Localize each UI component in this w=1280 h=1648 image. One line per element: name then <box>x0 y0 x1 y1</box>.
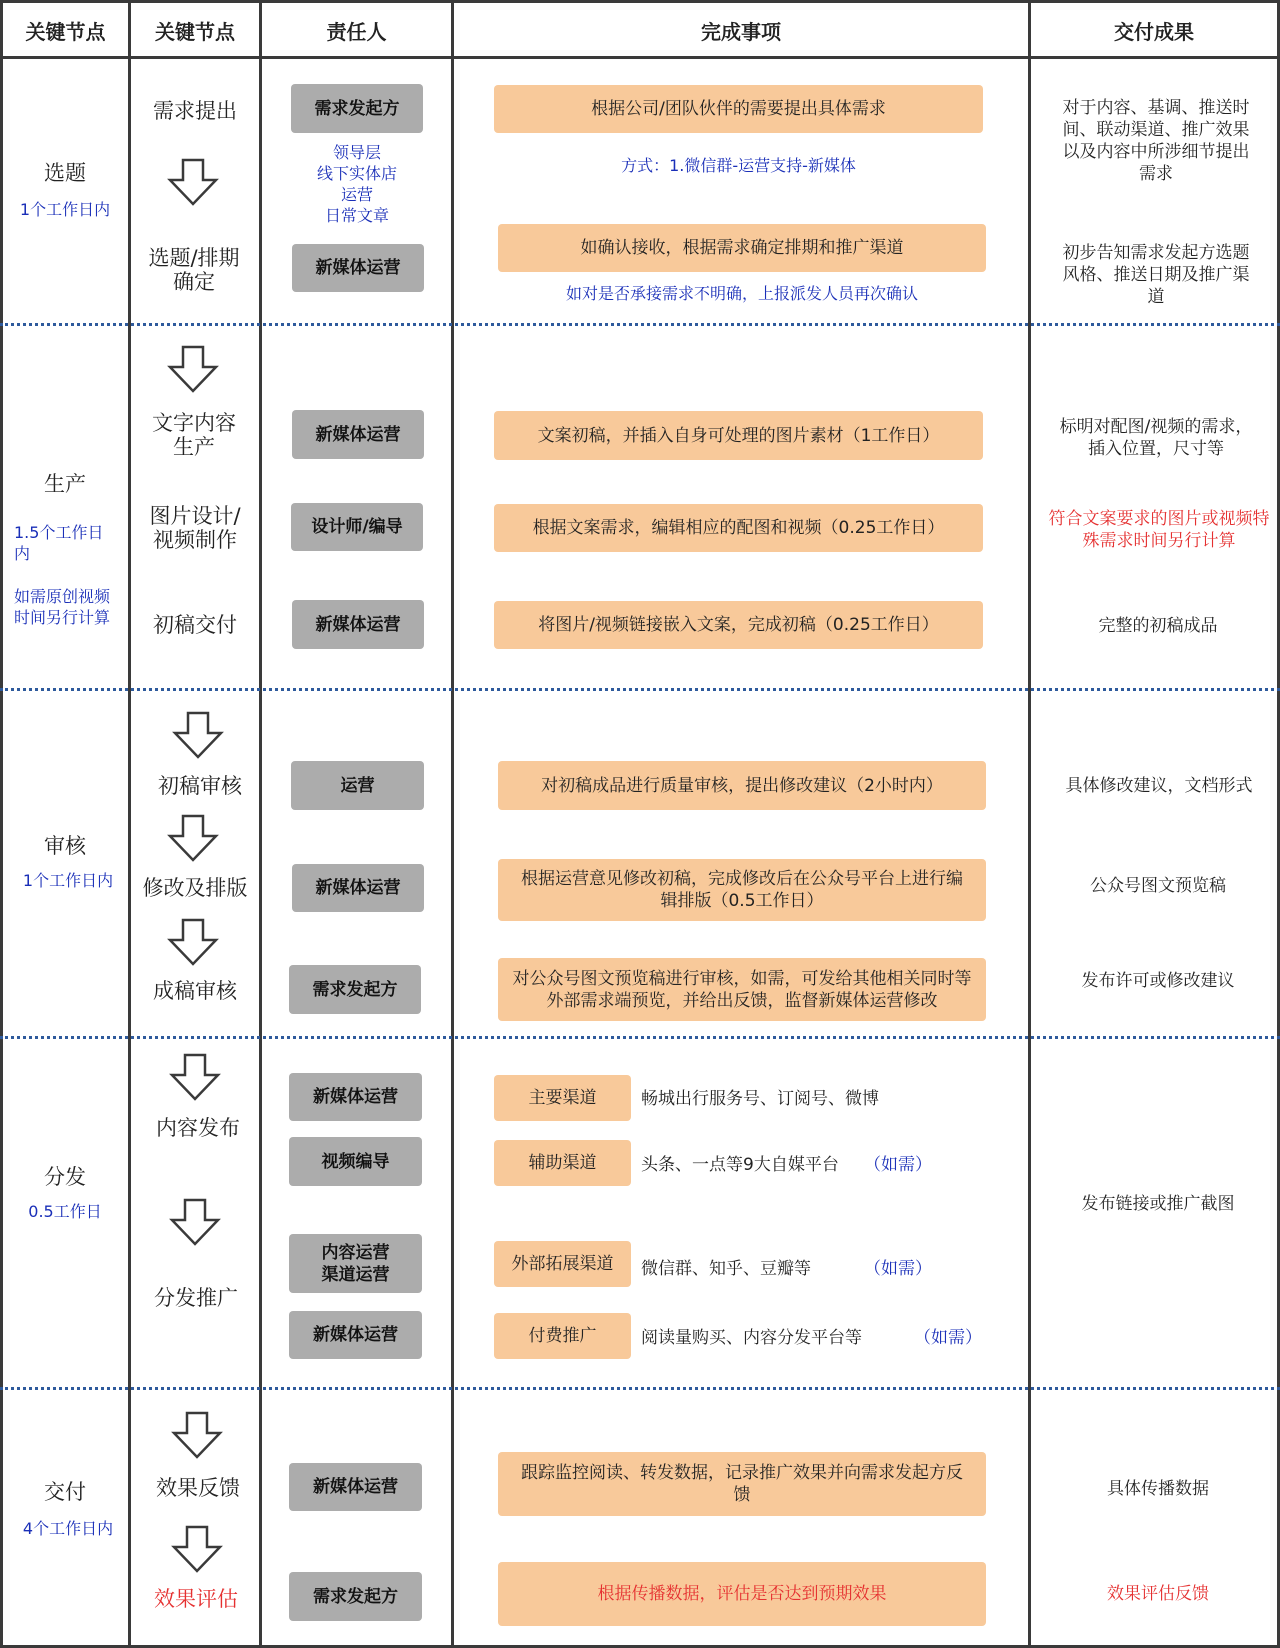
owner-box: 新媒体运营 <box>289 1073 422 1121</box>
task-note: 方式：1.微信群-运营支持-新媒体 <box>621 156 856 175</box>
owner-box <box>289 1234 422 1293</box>
owner-list-item: 日常文章 <box>324 206 389 225</box>
deliverable: 初步告知需求发起方选题风格、推送日期及推广渠道 <box>1062 243 1250 307</box>
header-tasks: 完成事项 <box>701 19 781 44</box>
column-divider <box>0 0 3 1648</box>
deliverable: 效果评估反馈 <box>1107 1584 1209 1604</box>
phase-name: 生产 <box>44 472 86 496</box>
down-arrow-icon <box>171 1411 223 1459</box>
owner-box: 新媒体运营 <box>292 600 424 649</box>
deliverable: 发布许可或修改建议 <box>1081 971 1235 991</box>
channel-label: 辅助渠道 <box>494 1140 631 1186</box>
owner-box: 需求发起方 <box>289 1572 422 1621</box>
deliverable: 完整的初稿成品 <box>1098 616 1218 636</box>
column-divider <box>1028 0 1031 1648</box>
channel-label: 外部拓展渠道 <box>494 1241 631 1287</box>
phase-name: 审核 <box>44 834 86 858</box>
column-divider <box>128 0 131 1648</box>
channel-desc: 阅读量购买、内容分发平台等 <box>641 1328 862 1348</box>
task-box: 将图片/视频链接嵌入文案，完成初稿（0.25工作日） <box>494 601 983 649</box>
owner-box: 设计师/编导 <box>291 503 423 551</box>
column-divider <box>259 0 262 1648</box>
owner-box: 新媒体运营 <box>289 1463 422 1511</box>
down-arrow-icon <box>167 918 219 966</box>
owner-list-item: 领导层 <box>332 143 381 162</box>
phase-separator <box>0 323 1280 326</box>
channel-desc: 微信群、知乎、豆瓣等 <box>641 1259 811 1279</box>
down-arrow-icon <box>169 1198 221 1246</box>
task-box: 根据运营意见修改初稿，完成修改后在公众号平台上进行编辑排版（0.5工作日） <box>498 859 986 921</box>
down-arrow-icon <box>169 1053 221 1101</box>
owner-box: 新媒体运营 <box>292 864 424 912</box>
node-label: 初稿审核 <box>158 774 242 798</box>
owner-box-line: 内容运营 <box>321 1242 390 1263</box>
phase-note: 如需原创视频时间另行计算 <box>14 587 111 627</box>
deliverable: 具体修改建议，文档形式 <box>1065 776 1253 796</box>
node-label: 分发推广 <box>154 1286 238 1310</box>
phase-name: 交付 <box>44 1480 86 1504</box>
phase-separator <box>0 1036 1280 1039</box>
node-label: 内容发布 <box>156 1116 240 1140</box>
phase-time: 1个工作日内 <box>19 200 111 219</box>
column-divider <box>451 0 454 1648</box>
owner-box: 视频编导 <box>289 1137 422 1186</box>
phase-time: 4个工作日内 <box>22 1519 114 1538</box>
down-arrow-icon <box>167 158 219 206</box>
phase-name: 分发 <box>44 1165 86 1189</box>
owner-list-item: 线下实体店 <box>316 164 397 183</box>
phase-time: 1个工作日内 <box>22 871 114 890</box>
channel-note: （如需） <box>864 1155 932 1175</box>
phase-time: 1.5个工作日内 <box>14 523 104 563</box>
deliverable: 发布链接或推广截图 <box>1081 1194 1235 1214</box>
deliverable: 标明对配图/视频的需求，插入位置，尺寸等 <box>1059 417 1253 459</box>
deliverable: 符合文案要求的图片或视频特殊需求时间另行计算 <box>1048 509 1270 551</box>
node-label: 初稿交付 <box>153 613 237 637</box>
phase-separator <box>0 688 1280 691</box>
owner-box: 运营 <box>291 761 424 810</box>
owner-box: 新媒体运营 <box>292 244 424 292</box>
phase-time: 0.5工作日 <box>28 1202 102 1221</box>
down-arrow-icon <box>171 1525 223 1573</box>
task-box: 对初稿成品进行质量审核，提出修改建议（2小时内） <box>498 761 986 810</box>
deliverable: 公众号图文预览稿 <box>1090 876 1226 896</box>
task-box: 如确认接收，根据需求确定排期和推广渠道 <box>498 224 986 272</box>
task-box: 对公众号图文预览稿进行审核，如需，可发给其他相关同时等外部需求端预览，并给出反馈，监督新媒体运营修改 <box>498 958 986 1021</box>
task-note: 如对是否承接需求不明确，上报派发人员再次确认 <box>565 284 918 303</box>
header-key-node: 关键节点 <box>155 19 235 44</box>
task-box: 文案初稿，并插入自身可处理的图片素材（1工作日） <box>494 411 983 460</box>
node-label: 效果评估 <box>154 1587 238 1611</box>
task-box: 跟踪监控阅读、转发数据，记录推广效果并向需求发起方反馈 <box>498 1452 986 1516</box>
task-box: 根据传播数据，评估是否达到预期效果 <box>498 1562 986 1626</box>
down-arrow-icon <box>167 345 219 393</box>
down-arrow-icon <box>172 711 224 759</box>
channel-desc: 畅城出行服务号、订阅号、微博 <box>641 1089 879 1109</box>
owner-list-item: 运营 <box>340 185 373 204</box>
deliverable: 具体传播数据 <box>1107 1479 1209 1499</box>
channel-label: 主要渠道 <box>494 1075 631 1121</box>
owner-box: 需求发起方 <box>291 84 423 133</box>
phase-separator <box>0 1387 1280 1390</box>
task-box: 根据公司/团队伙伴的需要提出具体需求 <box>494 85 983 133</box>
node-label: 修改及排版 <box>142 876 248 900</box>
down-arrow-icon <box>167 814 219 862</box>
phase-name: 选题 <box>44 161 86 185</box>
node-label: 成稿审核 <box>153 979 237 1003</box>
node-label: 图片设计/视频制作 <box>149 504 241 552</box>
node-label: 效果反馈 <box>156 1476 240 1500</box>
owner-list <box>291 142 423 226</box>
channel-note: （如需） <box>914 1328 982 1348</box>
channel-note: （如需） <box>864 1259 932 1279</box>
owner-box: 新媒体运营 <box>292 410 424 459</box>
node-label: 文字内容生产 <box>152 411 236 459</box>
task-box: 根据文案需求，编辑相应的配图和视频（0.25工作日） <box>494 504 983 552</box>
channel-label: 付费推广 <box>494 1313 631 1359</box>
header-deliverables: 交付成果 <box>1114 19 1194 44</box>
header-key-node: 关键节点 <box>25 19 106 44</box>
header-owner: 责任人 <box>326 19 387 44</box>
node-label: 需求提出 <box>153 99 237 123</box>
channel-desc: 头条、一点等9大自媒平台 <box>641 1155 839 1175</box>
owner-box: 新媒体运营 <box>289 1311 422 1359</box>
owner-box: 需求发起方 <box>289 965 421 1014</box>
node-label: 选题/排期确定 <box>148 246 240 294</box>
deliverable: 对于内容、基调、推送时间、联动渠道、推广效果以及内容中所涉细节提出需求 <box>1062 98 1250 184</box>
owner-box-line: 渠道运营 <box>321 1264 390 1285</box>
